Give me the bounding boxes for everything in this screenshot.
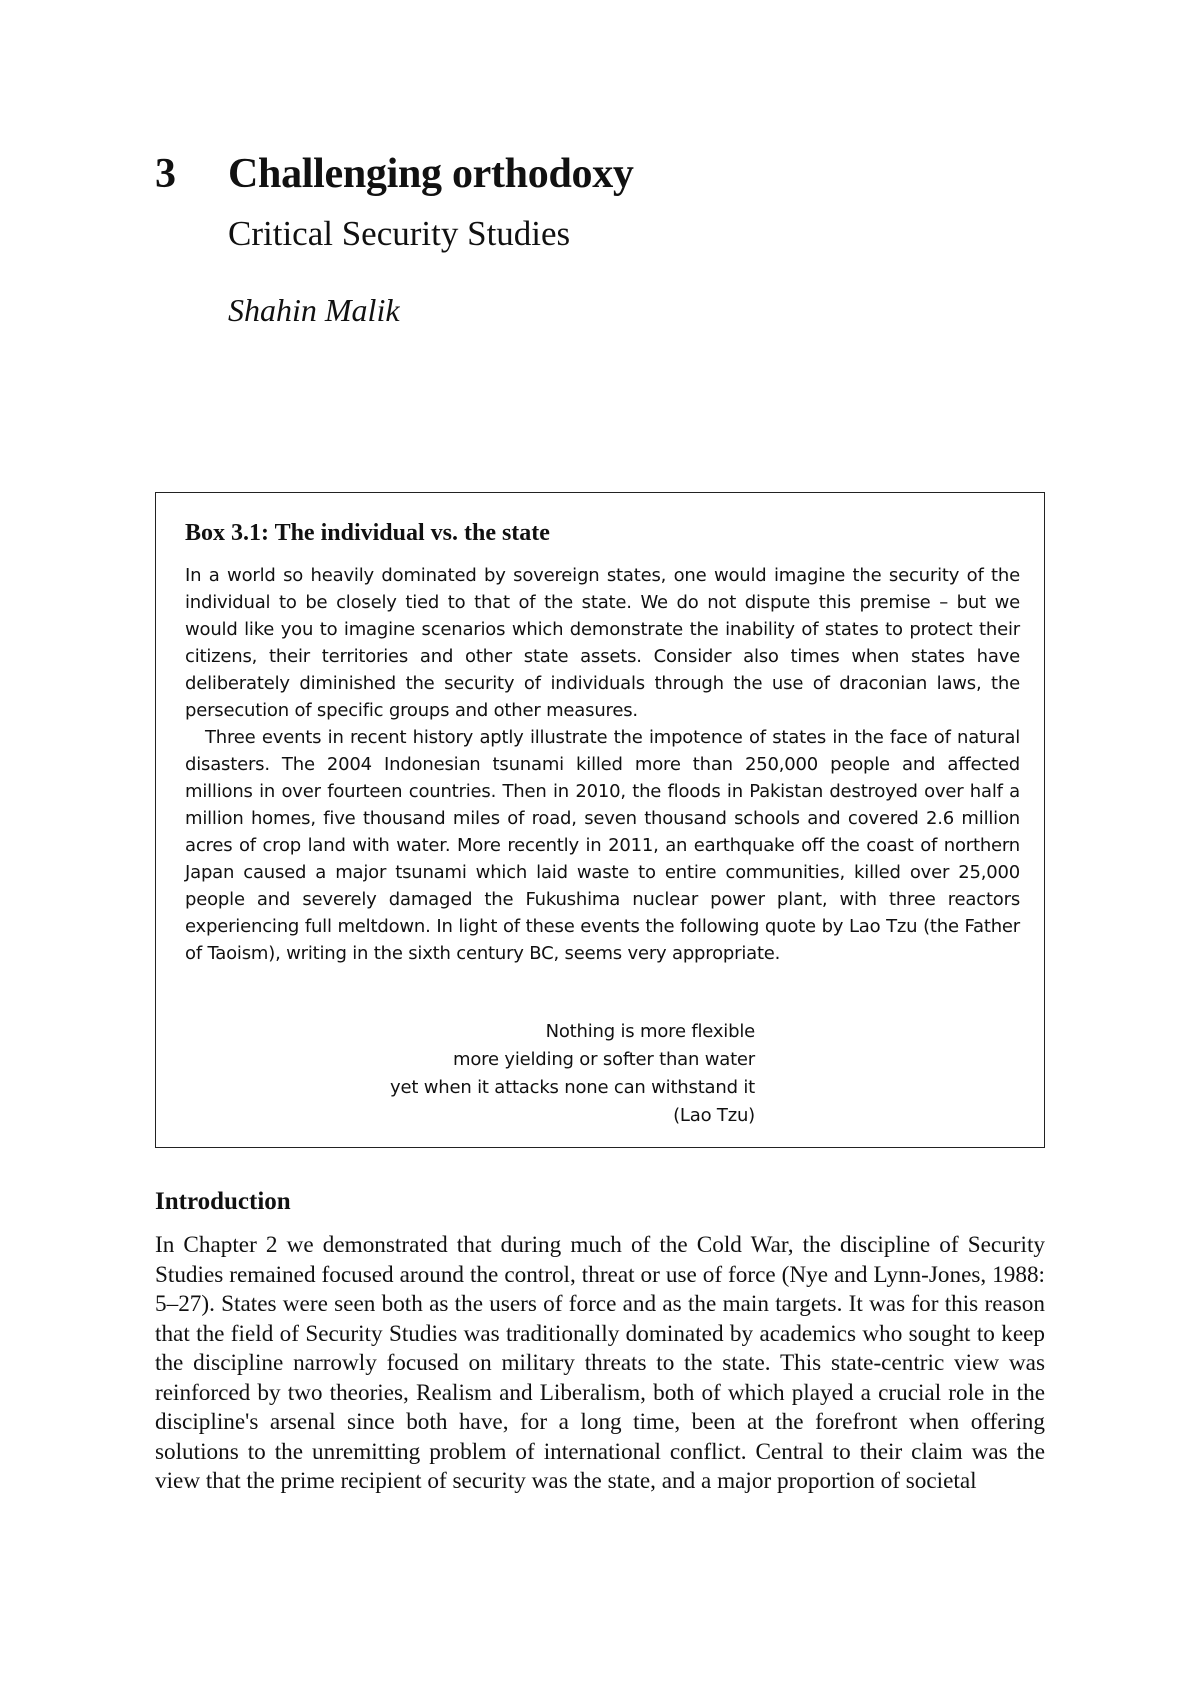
quote-attribution: (Lao Tzu) <box>673 1105 755 1126</box>
chapter-title: Challenging orthodoxy <box>228 151 634 197</box>
epigraph-quote <box>300 1018 755 1130</box>
box-paragraph-1: In a world so heavily dominated by sovereign states, one would imagine the security of the individual to be closely tied to that of the state. We do not dispute this premise – but we would like you to imagine scenarios which demonstrate the inability of states to protect their citizens, their territories and other state assets. Consider also times when states have deliberately diminished the security of individuals through the use of draconian laws, the persecution of specific groups and other measures. <box>185 565 1020 721</box>
chapter-subtitle: Critical Security Studies <box>228 214 571 253</box>
section-heading: Introduction <box>155 1188 291 1215</box>
box-body <box>185 562 1020 967</box>
body-paragraph: In Chapter 2 we demonstrated that during much of the Cold War, the discipline of Security Studies remained focused around the control, threat or use of force (Nye and Lynn-Jones, 1988: 5–27). States were seen both as the users of force and as the main targets. It was for this reason that the field of Security Studies was traditionally dominated by academics who sought to keep the discipline narrowly focused on military threats to the state. This state-centric view was reinforced by two theories, Realism and Liberalism, both of which played a crucial role in the discipline's arsenal since both have, for a long time, been at the forefront when offering solutions to the unremitting problem of international conflict. Central to their claim was the view that the prime recipient of security was the state, and a major proportion of societal <box>155 1232 1045 1494</box>
chapter-author: Shahin Malik <box>228 292 400 328</box>
box-paragraph-2-text: Three events in recent history aptly illustrate the impotence of states in the face of natural disasters. The 2004 Indonesian tsunami killed more than 250,000 people and affected millions in over fourteen countries. Then in 2010, the floods in Pakistan destroyed over half a million homes, five thousand miles of road, seven thousand schools and covered 2.6 million acres of crop land with water. More recently in 2011, an earthquake off the coast of northern Japan caused a major tsunami which laid waste to entire communities, killed over 25,000 people and severely damaged the Fukushima nuclear power plant, with three reactors experiencing full meltdown. In light of these events the following quote by Lao Tzu (the Father of Taoism), writing in the sixth century <box>185 727 1020 964</box>
section-body <box>155 1231 1045 1497</box>
box-paragraph-2 <box>185 724 1020 967</box>
era-abbreviation: BC <box>529 943 554 964</box>
box-paragraph-2-end: , seems very appropriate. <box>553 943 781 964</box>
box-title: Box 3.1: The individual vs. the state <box>185 520 550 546</box>
quote-line: yet when it attacks none can withstand it <box>390 1077 755 1098</box>
quote-line: more yielding or softer than water <box>453 1049 755 1070</box>
quote-line: Nothing is more flexible <box>545 1021 755 1042</box>
chapter-number: 3 <box>155 151 176 197</box>
